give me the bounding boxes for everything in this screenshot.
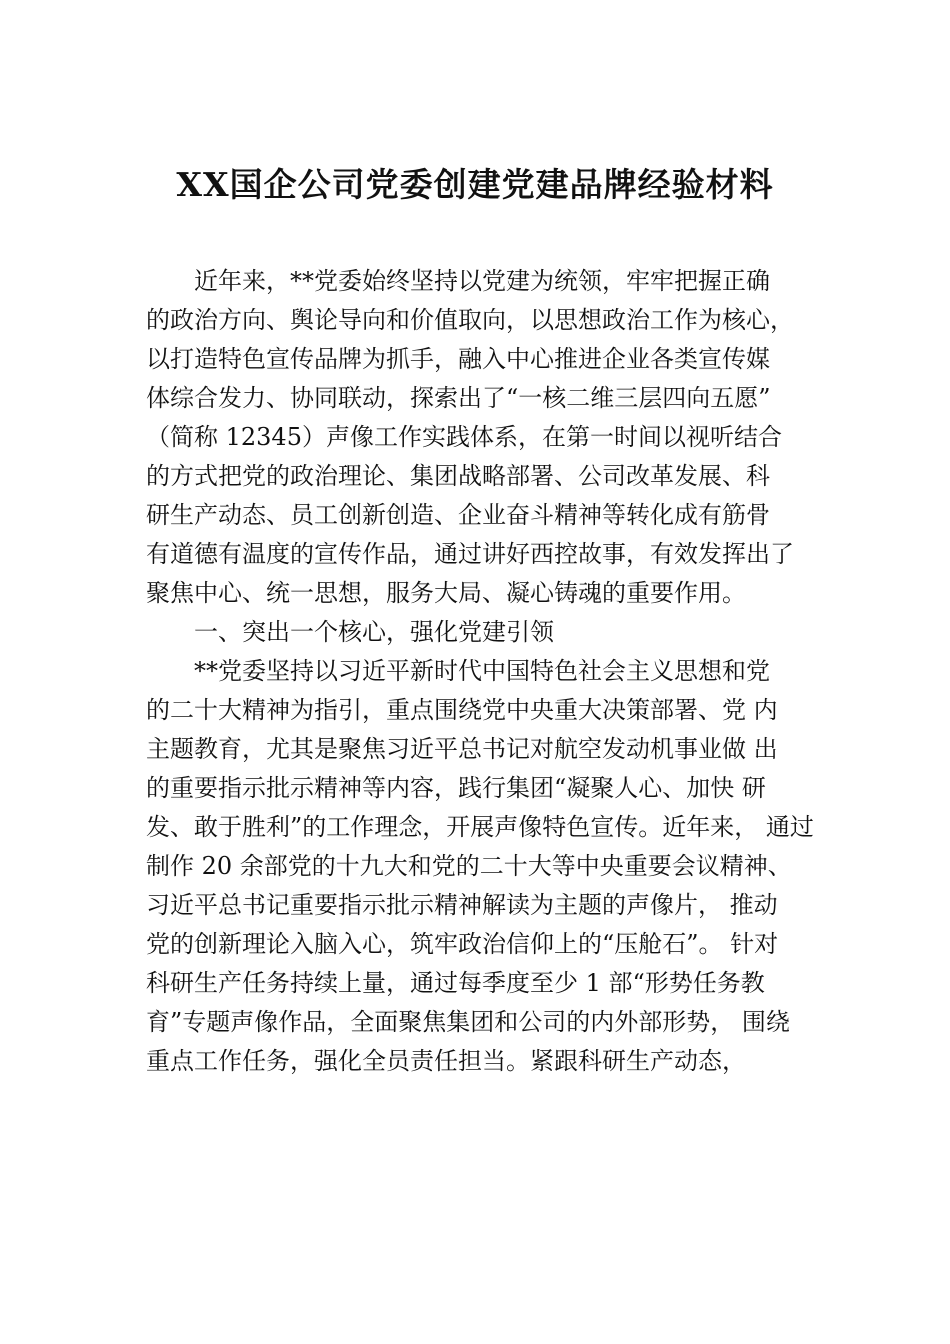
paragraph-intro-line-9: 聚焦中心、统一思想，服务大局、凝心铸魂的重要作用。 <box>146 579 746 607</box>
paragraph-section1-line-2: 的二十大精神为指引，重点围绕党中央重大决策部署、党 内 <box>146 696 778 724</box>
paragraph-section1-line-9: 科研生产任务持续上量，通过每季度至少 1 部“形势任务教 <box>146 969 765 997</box>
section-heading-1: 一、突出一个核心，强化党建引领 <box>194 618 554 646</box>
paragraph-intro-line-2: 的政治方向、舆论导向和价值取向，以思想政治工作为核心， <box>146 306 794 334</box>
paragraph-section1-line-7: 习近平总书记重要指示批示精神解读为主题的声像片， 推动 <box>146 891 778 919</box>
paragraph-section1-line-8: 党的创新理论入脑入心，筑牢政治信仰上的“压舱石”。 针对 <box>146 930 779 958</box>
paragraph-intro-line-1: 近年来，**党委始终坚持以党建为统领，牢牢把握正确 <box>194 267 770 295</box>
document-title: XX国企公司党委创建党建品牌经验材料 <box>176 165 774 204</box>
paragraph-section1-line-6: 制作 20 余部党的十九大和党的二十大等中央重要会议精神、 <box>146 852 792 880</box>
paragraph-section1-line-4: 的重要指示批示精神等内容，践行集团“凝聚人心、加快 研 <box>146 774 766 802</box>
paragraph-intro-line-4: 体综合发力、协同联动，探索出了“一核二维三层四向五愿” <box>146 384 771 412</box>
paragraph-section1-line-3: 主题教育，尤其是聚焦习近平总书记对航空发动机事业做 出 <box>146 735 778 763</box>
paragraph-section1-line-1: **党委坚持以习近平新时代中国特色社会主义思想和党 <box>194 657 770 685</box>
paragraph-section1-line-10: 育”专题声像作品，全面聚焦集团和公司的内外部形势， 围绕 <box>146 1008 790 1036</box>
paragraph-intro-line-6: 的方式把党的政治理论、集团战略部署、公司改革发展、科 <box>146 462 770 490</box>
paragraph-intro-line-8: 有道德有温度的宣传作品，通过讲好西控故事，有效发挥出了 <box>146 540 794 568</box>
paragraph-intro-line-3: 以打造特色宣传品牌为抓手，融入中心推进企业各类宣传媒 <box>146 345 770 373</box>
paragraph-intro-line-5: （简称 12345）声像工作实践体系，在第一时间以视听结合 <box>146 423 782 451</box>
paragraph-section1-line-11: 重点工作任务，强化全员责任担当。紧跟科研生产动态， <box>146 1047 746 1075</box>
document-body <box>146 262 846 1081</box>
paragraph-section1-line-5: 发、敢于胜利”的工作理念，开展声像特色宣传。近年来， 通过 <box>146 813 814 841</box>
paragraph-intro-line-7: 研生产动态、员工创新创造、企业奋斗精神等转化成有筋骨 <box>146 501 770 529</box>
